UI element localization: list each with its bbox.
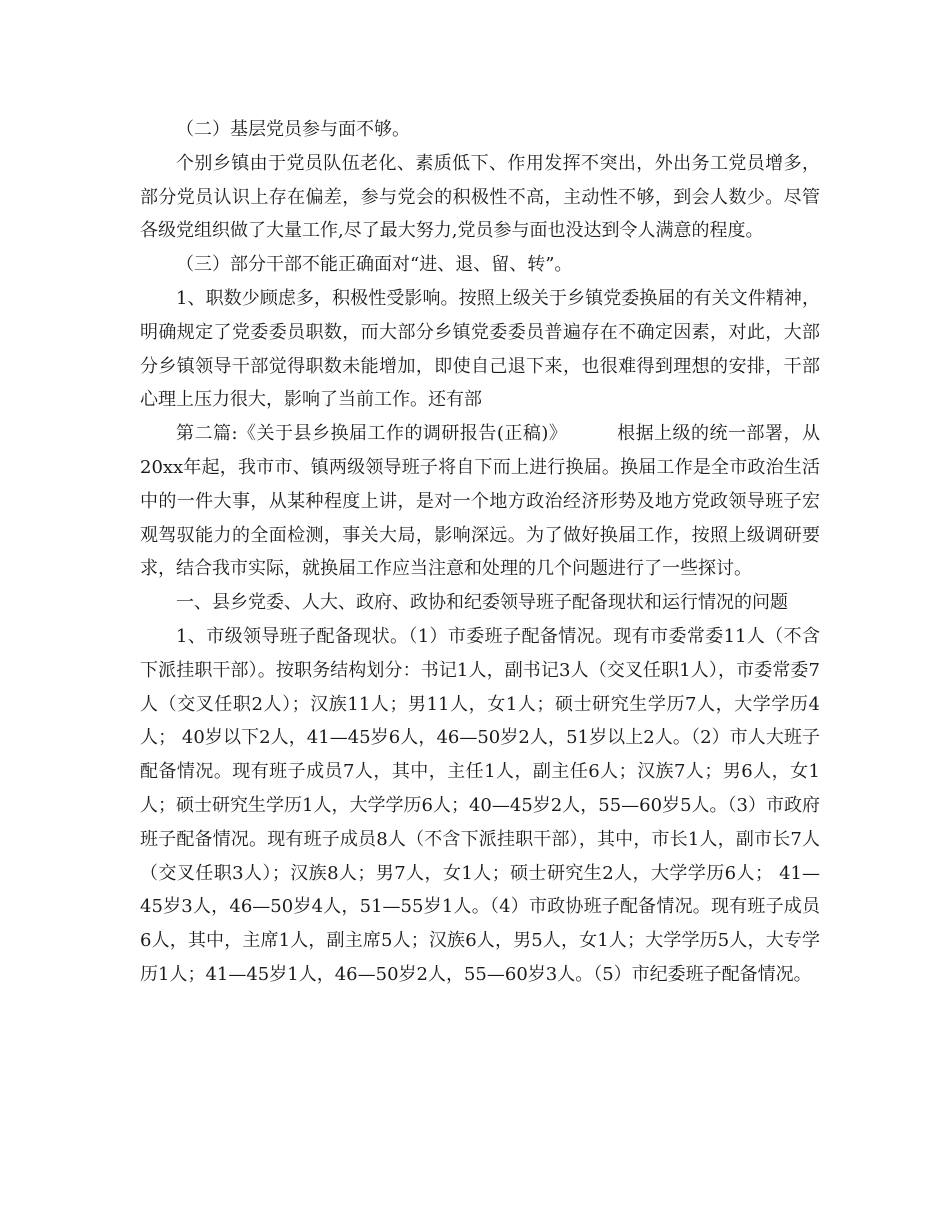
body-paragraph: 1、市级领导班子配备现状。（1）市委班子配备情况。现有市委常委11人（不含下派挂职干部）。按职务结构划分：书记1人，副书记3人（交叉任职1人），市委常委7人（交叉任职2人）；汉族11人；男11人，女1人；硕士研究生学历7人，大学学历4人； 40岁以下2人，41—45岁6人，46—50岁2人，51岁以上2人。（2）市人大班子配备情况。现有班子成员7人，其中，主任1人，副主任6人；汉族7人；男6人，女1人；硕士研究生学历1人，大学学历6人；40—45岁2人，55—60岁5人。（3）市政府班子配备情况。现有班子成员8人（不含下派挂职干部），其中，市长1人，副市长7人（交叉任职3人）；汉族8人；男7人，女1人；硕士研究生2人，大学学历6人； 41—45岁3人，46—50岁4人，51—55岁1人。（4）市政协班子配备情况。现有班子成员6人，其中，主席1人，副主席5人；汉族6人，男5人，女1人；大学学历5人，大专学历1人；41—45岁1人，46—50岁2人，55—60岁3人。（5）市纪委班子配备情况。 (140, 625, 820, 985)
section-heading-cadres: （三）部分干部不能正确面对“进、退、留、转”。 (176, 254, 573, 276)
section-heading-party-participation: （二）基层党员参与面不够。 (176, 119, 410, 140)
body-paragraph-second-article: 第二篇:《关于县乡换届工作的调研报告(正稿)》 根据上级的统一部署，从20xx年起，我市市、镇两级领导班子将自下而上进行换届。换届工作是全市政治生活中的一件大事，从某种程度上讲，是对一个地方政治经济形势及地方党政领导班子宏观驾驭能力的全面检测，事关大局，影响深远。为了做好换届工作，按照上级调研要求，结合我市实际，就换届工作应当注意和处理的几个问题进行了一些探讨。 (140, 423, 820, 580)
body-paragraph: 1、职数少顾虑多，积极性受影响。按照上级关于乡镇党委换届的有关文件精神，明确规定了党委委员职数，而大部分乡镇党委委员普遍存在不确定因素，对此，大部分乡镇领导干部觉得职数未能增加，即使自己退下来，也很难得到理想的安排，干部心理上压力很大，影响了当前工作。还有部 (140, 287, 820, 411)
body-paragraph: 个别乡镇由于党员队伍老化、素质低下、作用发挥不突出，外出务工党员增多，部分党员认识上存在偏差，参与党会的积极性不高，主动性不够，到会人数少。尽管各级党组织做了大量工作,尽了最大努力,党员参与面也没达到令人满意的程度。 (140, 152, 820, 242)
section-heading-leadership-status: 一、县乡党委、人大、政府、政协和纪委领导班子配备现状和运行情况的问题 (176, 592, 788, 614)
document-page (140, 113, 820, 992)
